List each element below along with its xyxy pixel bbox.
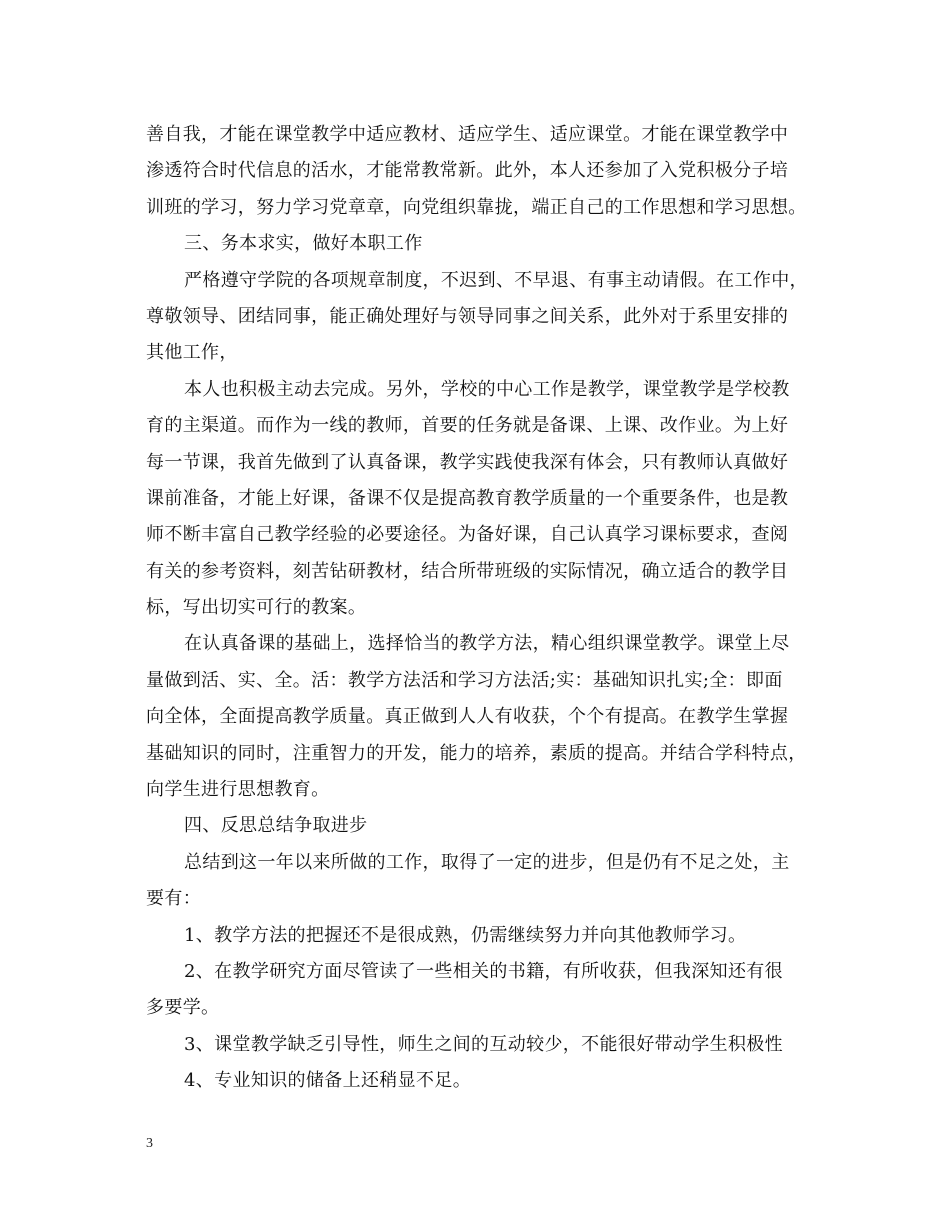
text-line: 在认真备课的基础上，选择恰当的教学方法，精心组织课堂教学。课堂上尽: [184, 633, 790, 655]
text-line: 训班的学习，努力学习党章章，向党组织靠拢，端正自己的工作思想和学习思想。: [146, 196, 807, 218]
text-line: 育的主渠道。而作为一线的教师，首要的任务就是备课、上课、改作业。为上好: [146, 415, 789, 437]
text-line: 善自我，才能在课堂教学中适应教材、适应学生、适应课堂。才能在课堂教学中: [146, 124, 789, 145]
text-line: 基础知识的同时，注重智力的开发，能力的培养，素质的提高。并结合学科特点，: [146, 742, 807, 764]
text-line: 要有：: [146, 888, 202, 910]
text-line: 向学生进行思想教育。: [146, 779, 330, 801]
text-line: 课前准备，才能上好课，备课不仅是提高教育教学质量的一个重要条件，也是教: [146, 487, 789, 509]
text-line: 有关的参考资料，刻苦钻研教材，结合所带班级的实际情况，确立适合的教学目: [146, 560, 789, 582]
text-line: 尊敬领导、团结同事，能正确处理好与领导同事之间关系，此外对于系里安排的: [146, 305, 789, 327]
text-line: 师不断丰富自己教学经验的必要途径。为备好课，自己认真学习课标要求，查阅: [146, 524, 789, 546]
text-line: 严格遵守学院的各项规章制度，不迟到、不早退、有事主动请假。在工作中，: [184, 269, 808, 291]
text-line: 其他工作，: [146, 342, 238, 364]
list-item: 1、教学方法的把握还不是很成熟，仍需继续努力并向其他教师学习。: [184, 924, 747, 946]
text-line: 量做到活、实、全。活：教学方法活和学习方法活;实：基础知识扎实;全：即面: [146, 669, 783, 691]
text-line: 标，写出切实可行的教案。: [146, 597, 367, 619]
list-item: 2、在教学研究方面尽管读了一些相关的书籍，有所收获，但我深知还有很: [184, 960, 783, 982]
section-heading: 四、反思总结争取进步: [184, 815, 368, 837]
text-line: 总结到这一年以来所做的工作，取得了一定的进步，但是仍有不足之处，主: [184, 851, 790, 873]
text-line: 本人也积极主动去完成。另外，学校的中心工作是教学，课堂教学是学校教: [184, 378, 790, 400]
list-item: 3、课堂教学缺乏引导性，师生之间的互动较少，不能很好带动学生积极性: [184, 1033, 783, 1055]
section-heading: 三、务本求实，做好本职工作: [184, 233, 423, 255]
list-item: 4、专业知识的储备上还稍显不足。: [184, 1070, 472, 1092]
page-body: [146, 117, 826, 1100]
text-line: 渗透符合时代信息的活水，才能常教常新。此外，本人还参加了入党积极分子培: [146, 160, 789, 182]
text-line: 多要学。: [146, 997, 220, 1019]
text-line: 向全体，全面提高教学质量。真正做到人人有收获，个个有提高。在教学生掌握: [146, 706, 789, 728]
page-number: 3: [146, 1136, 153, 1151]
text-line: 每一节课，我首先做到了认真备课，教学实践使我深有体会，只有教师认真做好: [146, 451, 789, 473]
